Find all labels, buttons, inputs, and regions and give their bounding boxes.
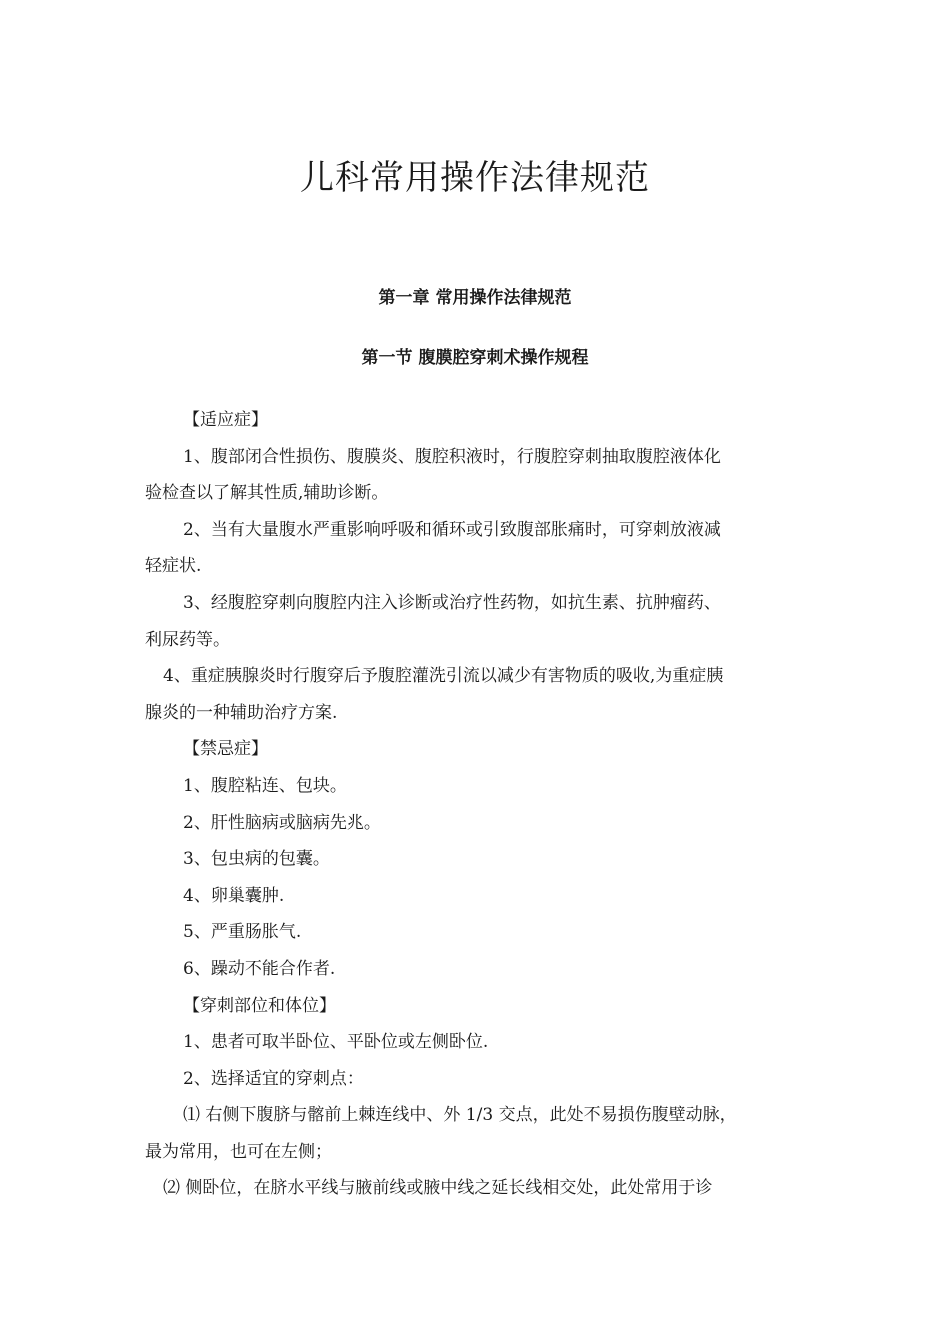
paragraph-line: 1、腹部闭合性损伤、腹膜炎、腹腔积液时，行腹腔穿刺抽取腹腔液体化 xyxy=(183,446,721,467)
heading-contraindications: 【禁忌症】 xyxy=(183,739,268,760)
paragraph-line: ⑵ 侧卧位，在脐水平线与腋前线或腋中线之延长线相交处，此处常用于诊 xyxy=(163,1178,713,1199)
list-item: 3、包虫病的包囊。 xyxy=(183,849,330,870)
paragraph-line: 最为常用，也可在左侧； xyxy=(145,1141,332,1162)
list-item: 1、患者可取半卧位、平卧位或左侧卧位. xyxy=(183,1032,489,1053)
document-title: 儿科常用操作法律规范 xyxy=(300,158,650,198)
paragraph-line: 轻症状. xyxy=(145,556,202,577)
paragraph-line: 3、经腹腔穿刺向腹腔内注入诊断或治疗性药物，如抗生素、抗肿瘤药、 xyxy=(183,592,721,613)
paragraph-line: ⑴ 右侧下腹脐与髂前上棘连线中、外 1/3 交点，此处不易损伤腹壁动脉， xyxy=(183,1105,737,1126)
section-heading: 第一节 腹膜腔穿刺术操作规程 xyxy=(361,348,589,368)
paragraph-line: 4、重症胰腺炎时行腹穿后予腹腔灌洗引流以减少有害物质的吸收,为重症胰 xyxy=(163,666,724,687)
list-item: 1、腹腔粘连、包块。 xyxy=(183,775,347,796)
paragraph-line: 验检查以了解其性质,辅助诊断。 xyxy=(145,483,389,504)
list-item: 2、选择适宜的穿刺点： xyxy=(183,1068,364,1089)
heading-puncture-site: 【穿刺部位和体位】 xyxy=(183,995,336,1016)
list-item: 4、卵巢囊肿. xyxy=(183,885,285,906)
paragraph-line: 腺炎的一种辅助治疗方案. xyxy=(145,702,338,723)
body-text xyxy=(145,402,805,1207)
paragraph-line: 2、当有大量腹水严重影响呼吸和循环或引致腹部胀痛时，可穿刺放液减 xyxy=(183,519,721,540)
heading-indications: 【适应症】 xyxy=(183,410,268,430)
list-item: 5、严重肠胀气. xyxy=(183,922,302,943)
list-item: 2、肝性脑病或脑病先兆。 xyxy=(183,812,381,833)
chapter-heading: 第一章 常用操作法律规范 xyxy=(378,288,572,308)
paragraph-line: 利尿药等。 xyxy=(145,629,230,650)
list-item: 6、躁动不能合作者. xyxy=(183,958,336,979)
